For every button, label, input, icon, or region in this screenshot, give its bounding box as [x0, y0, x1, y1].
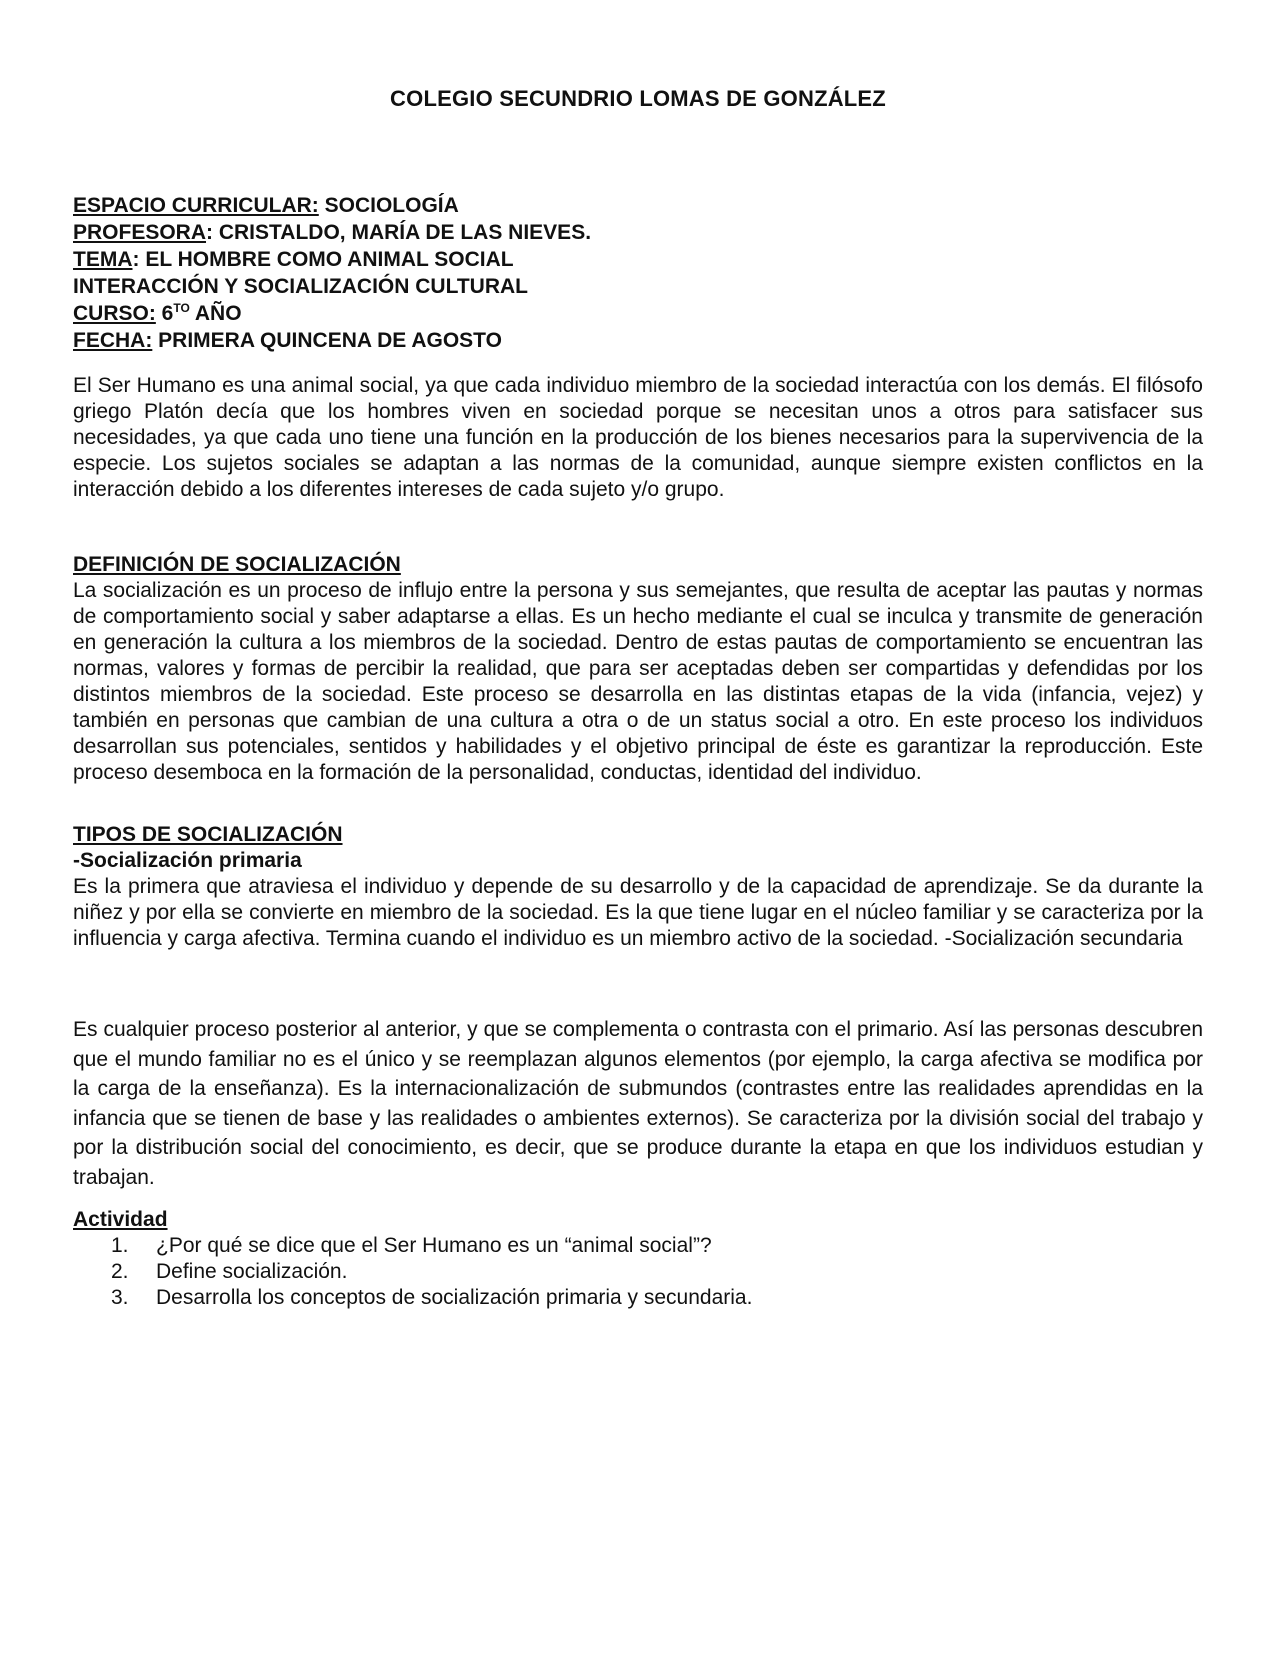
list-item — [73, 1285, 1203, 1311]
list-item-text: Define socialización. — [156, 1260, 348, 1283]
tema-label: TEMA — [73, 248, 133, 271]
primaria-paragraph: Es la primera que atraviesa el individuo y depende de su desarrollo y de la capacidad de aprendizaje. Se da durante la niñez y por ella se convierte en miembro de la sociedad. Es la que tiene lugar en el núcleo familiar y se caracteriza por la influencia y carga afectiva. Termina cuando el individuo es un miembro activo de la sociedad. -Socialización secundaria — [73, 875, 1203, 950]
list-item-number: 1. — [111, 1234, 129, 1257]
secundaria-paragraph: Es cualquier proceso posterior al anterior, y que se complementa o contrasta con el primario. Así las personas descubren que el mundo familiar no es el único y se reemplazan algunos elementos (por ejemplo, la carga afectiva se modifica por la carga de la enseñanza). Es la internacionalización de submundos (contrastes entre las realidades aprendidas en la infancia que se tienen de base y las realidades o ambientes externos). Se caracteriza por la división social del trabajo y por la distribución social del conocimiento, es decir, que se produce durante la etapa en que los individuos estudian y trabajan. — [73, 1018, 1203, 1189]
profesora-line — [73, 219, 1203, 246]
primaria-heading: -Socialización primaria — [73, 849, 302, 872]
list-item — [73, 1233, 1203, 1259]
actividad-list — [73, 1233, 1203, 1311]
curso-label: CURSO: — [73, 302, 156, 325]
profesora-label: PROFESORA — [73, 221, 207, 244]
profesora-value: : CRISTALDO, MARÍA DE LAS NIEVES. — [206, 221, 592, 244]
curso-value-number: 6 — [155, 302, 174, 325]
tema-line-2: INTERACCIÓN Y SOCIALIZACIÓN CULTURAL — [73, 275, 528, 298]
list-item-number: 3. — [111, 1286, 129, 1309]
tema-line — [73, 246, 1203, 273]
curso-value-rest: AÑO — [189, 302, 242, 325]
definicion-paragraph: La socialización es un proceso de influjo entre la persona y sus semejantes, que resulta de aceptar las pautas y normas de comportamiento social y saber adaptarse a ellas. Es un hecho mediante el cual se inculca y transmite de generación en generación la cultura a los miembros de la sociedad. Dentro de estas pautas de comportamiento se encuentran las normas, valores y formas de percibir la realidad, que para ser aceptadas deben ser compartidas y defendidas por los distintos miembros de la sociedad. Este proceso se desarrolla en las distintas etapas de la vida (infancia, vejez) y también en personas que cambian de una cultura a otra o de un status social a otro. En este proceso los individuos desarrollan sus potenciales, sentidos y habilidades y el objetivo principal de éste es garantizar la reproducción. Este proceso desemboca en la formación de la personalidad, conductas, identidad del individuo. — [73, 579, 1203, 784]
curso-line — [73, 300, 1203, 327]
tema-value: : EL HOMBRE COMO ANIMAL SOCIAL — [132, 248, 514, 271]
actividad-section — [73, 1207, 1203, 1311]
header-info — [73, 192, 1203, 354]
tipos-heading: TIPOS DE SOCIALIZACIÓN — [73, 823, 343, 846]
curso-value-superscript: TO — [173, 301, 190, 315]
actividad-heading: Actividad — [73, 1208, 168, 1231]
intro-paragraph: El Ser Humano es una animal social, ya que cada individuo miembro de la sociedad interactúa con los demás. El filósofo griego Platón decía que los hombres viven en sociedad porque se necesitan unos a otros para satisfacer sus necesidades, ya que cada uno tiene una función en la producción de los bienes necesarios para la supervivencia de la especie. Los sujetos sociales se adaptan a las normas de la comunidad, aunque siempre existen conflictos en la interacción debido a los diferentes intereses de cada sujeto y/o grupo. — [73, 374, 1203, 501]
tipos-section — [73, 822, 1203, 952]
list-item-text: Desarrolla los conceptos de socialización primaria y secundaria. — [156, 1286, 753, 1309]
list-item-number: 2. — [111, 1260, 129, 1283]
secundaria-section — [73, 1015, 1203, 1192]
fecha-line — [73, 327, 1203, 354]
espacio-curricular-line — [73, 192, 1203, 219]
fecha-label: FECHA: — [73, 329, 153, 352]
list-item-text: ¿Por qué se dice que el Ser Humano es un “animal social”? — [156, 1234, 712, 1257]
definicion-section — [73, 552, 1203, 786]
fecha-value: PRIMERA QUINCENA DE AGOSTO — [152, 329, 502, 352]
espacio-curricular-label: ESPACIO CURRICULAR: — [73, 194, 319, 217]
list-item — [73, 1259, 1203, 1285]
definicion-heading: DEFINICIÓN DE SOCIALIZACIÓN — [73, 553, 401, 576]
school-title: COLEGIO SECUNDRIO LOMAS DE GONZÁLEZ — [390, 86, 886, 111]
espacio-curricular-value: SOCIOLOGÍA — [318, 194, 459, 217]
